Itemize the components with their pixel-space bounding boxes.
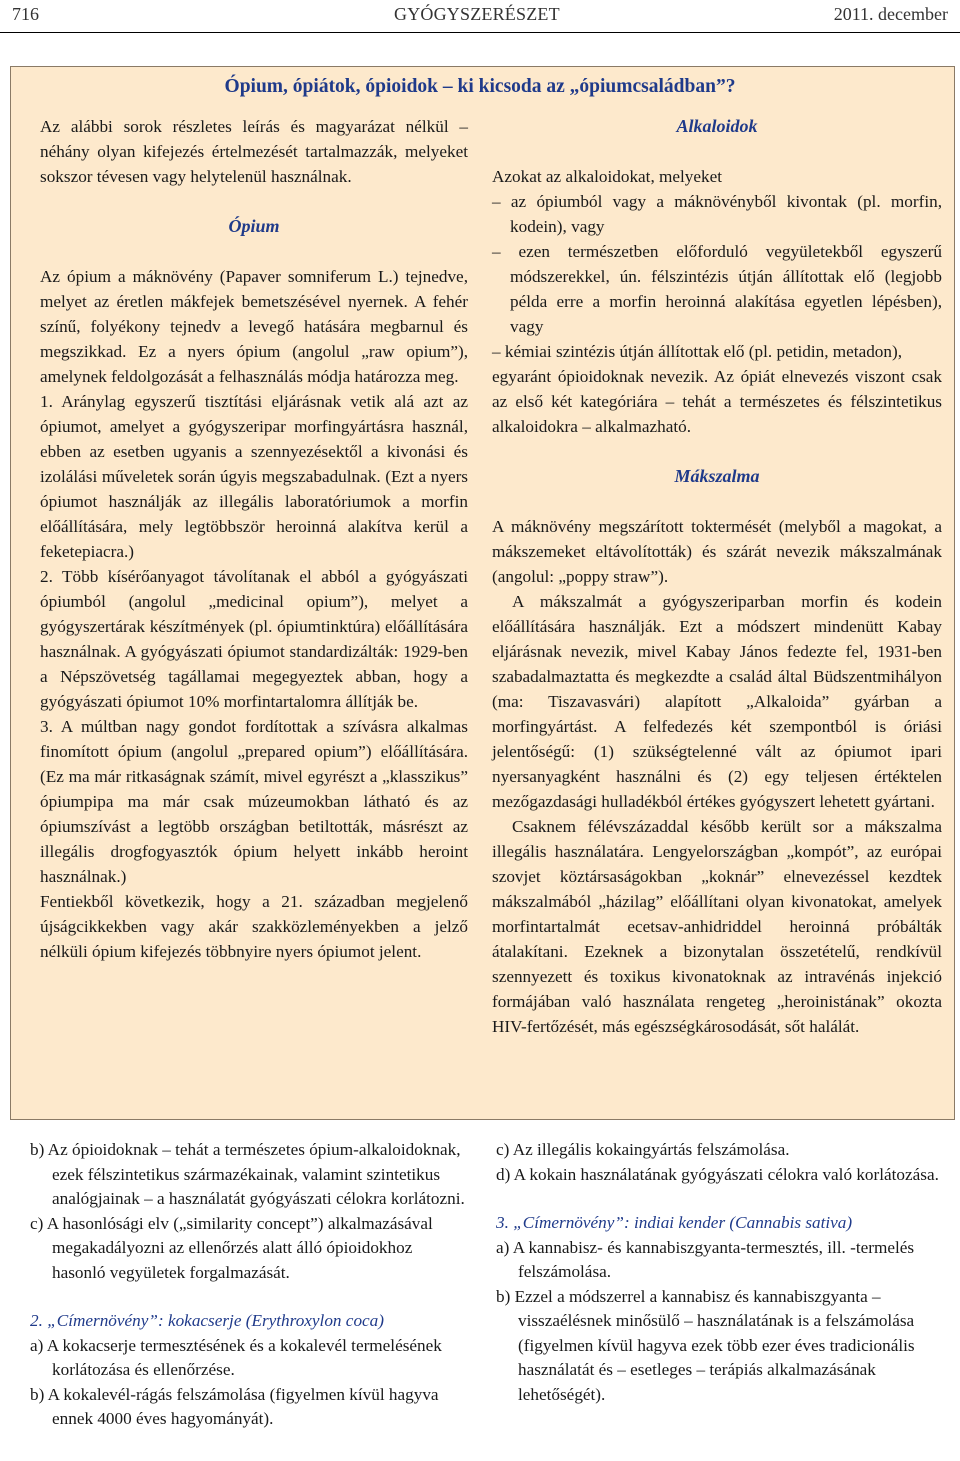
opium-item-2: 2. Több kísérőanyagot távolítanak el abból a gyógyászati ópiumból (angolul „medicinal opium”), melyet a gyógyszertárak készítmények (pl. ópiumtinktúra) előállítására használnak. A gyógyászati ópiumot standardizálták: 1929-ben a Népszövetség tagállamai megegyeztek abban, hogy a gyógyászati ópiumot 10% morfintartalomra állítják be.	[40, 567, 468, 711]
bottom-right-column	[496, 1138, 952, 1407]
box-intro: Az alábbi sorok részletes leírás és magyarázat nélkül – néhány olyan kifejezés értelmezését tartalmazzák, melyeket sokszor tévesen vagy helytelenül használnak.	[40, 117, 468, 186]
poppy-straw-heading: Mákszalma	[674, 466, 760, 486]
poppy-straw-p1: A máknövény megszárított toktermését (melyből a magokat, a mákszemeket eltávolították) és szárát nevezik mákszalmának (angolul: „poppy straw”).	[492, 517, 942, 586]
list-item-2a: a) A kokacserje termesztésének és a kokalevél termelésének korlátozása és ellenőrzése.	[30, 1335, 442, 1379]
box-left-column	[40, 114, 468, 964]
opium-paragraph: Az ópium a máknövény (Papaver somniferum L.) tejnedve, melyet az éretlen mákfejek bemetszésével nyernek. A fehér színű, folyékony tejnedv a levegő hatására megbarnul és megszikkad. Ez a nyers ópium (angolul „raw opium”), amelynek feldolgozását a felhasználás módja határozza meg.	[40, 267, 468, 386]
alkaloids-dash-2: – ezen természetben előforduló vegyületekből egyszerű módszerekkel, ún. félszintézis útján állítottak elő (legjobb példa erre a morfin heroinná alakítása egyetlen lépésben), vagy	[492, 242, 942, 336]
poppy-straw-p2: A mákszalmát a gyógyszeriparban morfin és kodein előállítására használják. Ezt a módszert mindenütt Kabay eljárásnak nevezik, mivel Kabay János fedezte fel, 1931-ben szabadalmaztatta és megkezdte a család által Büdszentmihályon (ma: Tiszavasvári) alapított „Alkaloida” gyárban a morfingyártást. A felfedezés két szempontból is óriási jelentőségű: (1) szükségtelenné vált az ópiumot ipari nyersanyagként használni és (2) egy teljesen értéktelen mezőgazdasági hulladékból értékes gyógyszert lehetett gyártani.	[492, 592, 942, 811]
journal-title: GYÓGYSZERÉSZET	[394, 4, 560, 24]
list-item-c: c) A hasonlósági elv („similarity concept”) alkalmazásával megakadályozni az ellenőrzés alatt álló ópioidokhoz hasonló vegyületek forgalmazását.	[30, 1213, 433, 1282]
list-item-c-right: c) Az illegális kokaingyártás felszámolása.	[496, 1140, 790, 1159]
section-2-heading: 2. „Címernövény”: kokacserje (Erythroxylon coca)	[30, 1311, 384, 1330]
list-item-3a: a) A kannabisz- és kannabiszgyanta-termesztés, ill. -termelés felszámolása.	[496, 1237, 915, 1281]
opium-item-1: 1. Aránylag egyszerű tisztítási eljárásnak vetik alá azt az ópiumot, amelyet a gyógyszeripar morfingyártásra használ, ebben az esetben ugyanis a szennyezésektől a kivonási és izolálási műveletek során úgyis megszabadulnak. (Ezt a nyers ópiumot használják az illegális laboratóriumok a morfin előállítására, mely legtöbbször heroinná alakítva kerül a feketepiacra.)	[40, 392, 468, 561]
page-header	[0, 0, 960, 28]
alkaloids-heading: Alkaloidok	[676, 116, 758, 136]
alkaloids-lead: Azokat az alkaloidokat, melyeket	[492, 167, 723, 186]
box-right-column	[492, 114, 942, 1039]
alkaloids-dash-3: – kémiai szintézis útján állítottak elő (pl. petidin, metadon),	[492, 342, 903, 361]
list-item-b: b) Az ópioidoknak – tehát a természetes ópium-alkaloidoknak, ezek félszintetikus származékainak, valamint szintetikus analógjainak – a használatát gyógyászati célokra korlátozni.	[30, 1140, 465, 1208]
header-rule	[0, 32, 960, 33]
list-item-d: d) A kokain használatának gyógyászati célokra való korlátozása.	[496, 1164, 939, 1184]
opium-conclusion: Fentiekből következik, hogy a 21. században megjelenő újságcikkekben vagy akár szakközleményekben a jelző nélküli ópium kifejezés többnyire nyers ópiumot jelent.	[40, 892, 468, 961]
opium-heading: Ópium	[228, 216, 280, 236]
list-item-3b: b) Ezzel a módszerrel a kannabisz és kannabiszgyanta – visszaélésnek minősülő – használatának is a felszámolása (figyelmen kívül hagyva ezek több ezer éves tradicionális használatát és – esetleges – terápiás alkalmazásának lehetőségét).	[496, 1286, 915, 1404]
poppy-straw-p3: Csaknem félévszázaddal később került sor a mákszalma illegális használatára. Lengyelországban „kompót”, az európai szovjet köztársaságokban „koknár” elnevezéssel kezdtek mákszalmából „házilag” előállítani olyan kivonatokat, amelyek morfintartalmát ecetsav-anhidriddel heroinná próbálták átalakítani. Ezeknek a bizonytalan összetételű, rendkívül szennyezett és toxikus kivonatoknak az intravénás injekció formájában való használata rengeteg „heroinistának” okozta HIV-fertőzését, más egészségkárosodását, sőt halálát.	[492, 817, 942, 1036]
list-item-2b: b) A kokalevél-rágás felszámolása (figyelmen kívül hagyva ennek 4000 éves hagyományát).	[30, 1384, 439, 1428]
bottom-left-column	[30, 1138, 470, 1432]
page-number: 716	[12, 4, 39, 24]
alkaloids-tail: egyaránt ópioidoknak nevezik. Az ópiát elnevezés viszont csak az első két kategóriára – tehát a természetes és félszintetikus alkaloidokra – alkalmazható.	[492, 367, 942, 436]
issue-date: 2011. december	[833, 4, 948, 24]
section-3-heading: 3. „Címernövény”: indiai kender (Cannabis sativa)	[496, 1213, 853, 1232]
box-title: Ópium, ópiátok, ópioidok – ki kicsoda az „ópiumcsaládban”?	[224, 76, 736, 97]
opium-item-3: 3. A múltban nagy gondot fordítottak a szívásra alkalmas finomított ópium (angolul „prepared opium”) előállítására. (Ez ma már ritkaságnak számít, mivel egyrészt a „klasszikus” ópiumpipa ma már csak múzeumokban látható és az ópiumszívást a legtöbb országban betiltották, másrészt az illegális drogfogyasztók ópium helyett inkább heroint használnak.)	[40, 717, 468, 886]
alkaloids-dash-1: – az ópiumból vagy a máknövényből kivontak (pl. morfin, kodein), vagy	[492, 192, 942, 236]
